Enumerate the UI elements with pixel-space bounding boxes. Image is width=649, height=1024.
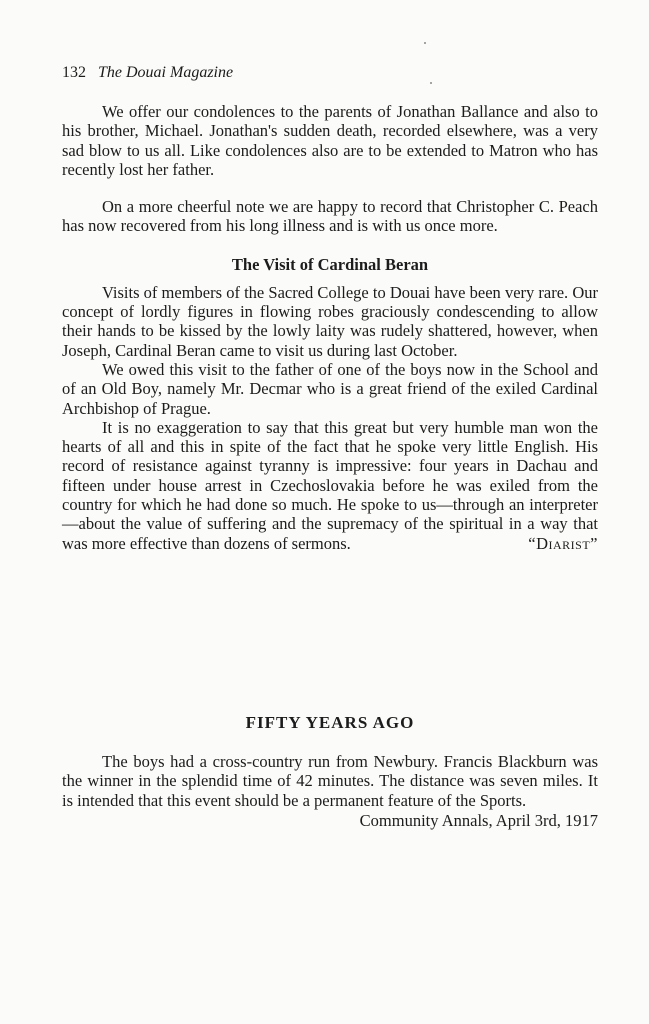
paragraph-condolences: We offer our condolences to the parents of Jonathan Ballance and also to his brother, Michael. Jonathan's sudden death, recorded elsewhere, was a very sad blow to us all. Like condolences also are to be extended to Matron who has recently lost her father.	[62, 102, 598, 179]
paragraph-owed-visit: We owed this visit to the father of one of the boys now in the School and of an Old Boy, namely Mr. Decmar who is a great friend of the exiled Cardinal Archbishop of Prague.	[62, 359, 598, 418]
magazine-title: The Douai Magazine	[98, 64, 234, 81]
paragraph-humble-man-text: It is no exaggeration to say that this great but very humble man won the hearts of all and this in spite of the fact that he spoke very little English. His record of resistance against tyranny is impressive: four years in Dachau and fifteen under house arrest in Czechoslovakia before he was exiled from the country for which he had done so much. He spoke to us—through an interpreter—about the value of suffering and the supremacy of the spiritual in a way that was more effective than dozens of sermons.	[62, 417, 598, 553]
speck	[424, 42, 426, 44]
signature-diarist: “Diarist”	[528, 533, 598, 553]
paragraph-humble-man	[62, 418, 598, 553]
blank-space	[62, 553, 598, 713]
paragraph-cheerful-note: On a more cheerful note we are happy to record that Christopher C. Peach has now recovered from his long illness and is with us once more.	[62, 197, 598, 236]
running-header	[62, 62, 598, 84]
magazine-page	[62, 62, 598, 831]
section-heading-fifty-years-ago: FIFTY YEARS AGO	[245, 712, 415, 732]
source-citation: Community Annals, April 3rd, 1917	[359, 810, 598, 830]
page-number: 132	[62, 64, 86, 81]
paragraph-cross-country: The boys had a cross-country run from Newbury. Francis Blackburn was the winner in the splendid time of 42 minutes. The distance was seven miles. It is intended that this event should be a permanent feature of the Sports.	[62, 751, 598, 810]
section-heading-cardinal-visit: The Visit of Cardinal Beran	[231, 254, 429, 274]
paragraph-visits: Visits of members of the Sacred College to Douai have been very rare. Our concept of lordly figures in flowing robes graciously condescending to allow their hands to be kissed by the lowly laity was rudely shattered, however, when Joseph, Cardinal Beran came to visit us during last October.	[62, 282, 598, 360]
